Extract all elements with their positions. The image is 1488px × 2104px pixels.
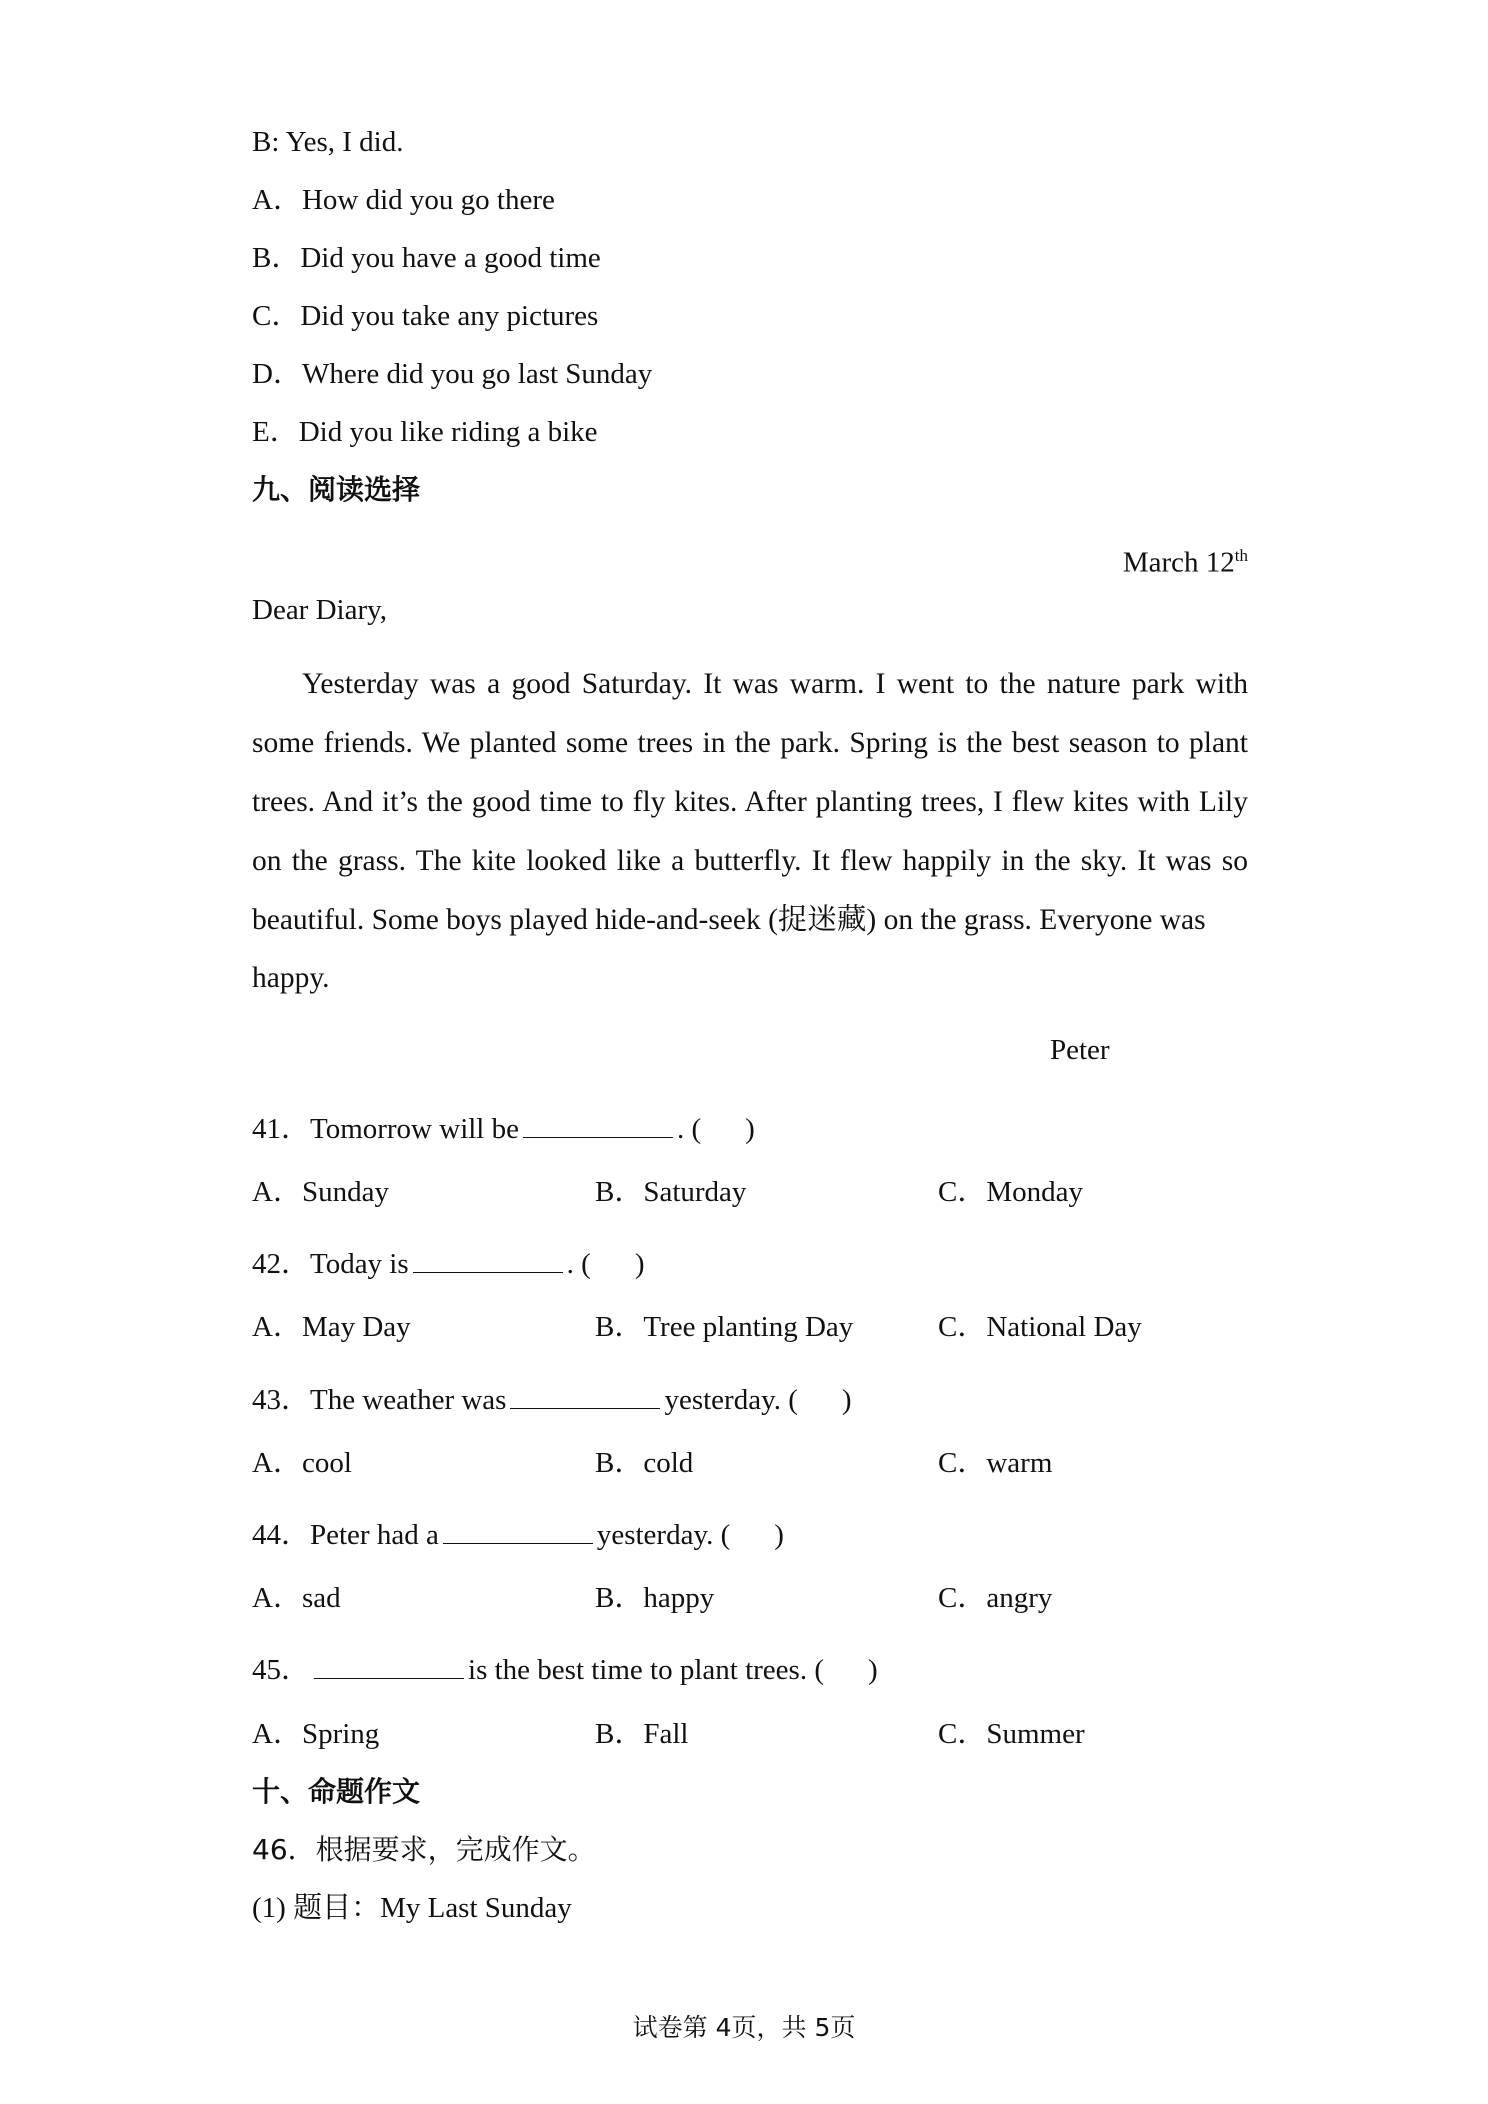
question-42-close: ) [634, 1248, 645, 1280]
diary-date-main: March 12 [1122, 546, 1235, 579]
q43-option-a: A．cool [252, 1447, 352, 1479]
question-42-text: 42．Today is [252, 1248, 409, 1280]
answer-blank[interactable] [413, 1246, 563, 1273]
q43-option-b: B．cold [595, 1447, 694, 1479]
q44-option-a: A．sad [252, 1582, 341, 1614]
option-e: E．Did you like riding a bike [252, 416, 598, 448]
q45-option-b: B．Fall [595, 1718, 689, 1750]
diary-date-sup: th [1234, 546, 1248, 565]
question-45-close: ) [868, 1654, 878, 1686]
question-44 [252, 1515, 784, 1555]
q45-option-a: A．Spring [252, 1718, 380, 1750]
question-43-text: 43．The weather was [252, 1384, 507, 1416]
option-a: A．How did you go there [252, 184, 555, 216]
question-43 [252, 1380, 852, 1420]
question-42-post: . ( [566, 1248, 591, 1280]
section9-heading: 九、阅读选择 [252, 473, 421, 506]
option-b: B．Did you have a good time [252, 242, 601, 274]
q45-option-c: C．Summer [938, 1718, 1085, 1750]
question-46: 46．根据要求，完成作文。 [252, 1833, 596, 1866]
question-44-post: yesterday. ( [596, 1519, 731, 1551]
q41-option-a: A．Sunday [252, 1176, 389, 1208]
option-c: C．Did you take any pictures [252, 300, 599, 332]
section10-heading: 十、命题作文 [252, 1775, 421, 1808]
question-43-post: yesterday. ( [664, 1384, 798, 1416]
q43-option-c: C．warm [938, 1447, 1053, 1479]
page-footer: 试卷第 4页，共 5页 [632, 2013, 856, 2042]
diary-date [1123, 536, 1248, 583]
answer-blank[interactable] [443, 1517, 593, 1544]
option-d: D．Where did you go last Sunday [252, 358, 653, 390]
q41-option-b: B．Saturday [595, 1176, 747, 1208]
q42-option-a: A．May Day [252, 1311, 411, 1343]
q42-option-c: C．National Day [938, 1311, 1142, 1343]
diary-salutation: Dear Diary, [252, 594, 387, 626]
question-41 [252, 1109, 755, 1149]
answer-blank[interactable] [314, 1652, 464, 1679]
essay-title-line: (1) 题目：My Last Sunday [252, 1892, 572, 1924]
question-45-text: 45． [252, 1654, 311, 1686]
dialogue-reply: B: Yes, I did. [252, 126, 404, 158]
q42-option-b: B．Tree planting Day [595, 1311, 854, 1343]
question-41-post: . ( [677, 1113, 702, 1145]
question-42 [252, 1244, 645, 1284]
q44-option-c: C．angry [938, 1582, 1053, 1614]
question-41-text: 41．Tomorrow will be [252, 1113, 519, 1145]
question-44-text: 44．Peter had a [252, 1519, 439, 1551]
question-44-close: ) [774, 1519, 784, 1551]
question-43-close: ) [841, 1384, 852, 1416]
question-45-post: is the best time to plant trees. ( [468, 1654, 824, 1686]
diary-passage-end: happy. [252, 962, 330, 994]
q41-option-c: C．Monday [938, 1176, 1084, 1208]
question-45 [252, 1650, 878, 1690]
answer-blank[interactable] [523, 1111, 673, 1138]
diary-passage: Yesterday was a good Saturday. It was warm. I went to the nature park with some friends. We planted some trees in the park. Spring is the best season to plant trees. And it’s the good time to fly kites. After planting trees, I flew kites with Lily on the grass. The kite looked like a butterfly. It flew happily in the sky. It was so beautiful. Some boys played hide-and-seek (捉迷藏) on the grass. Everyone was [252, 668, 1248, 936]
q44-option-b: B．happy [595, 1582, 715, 1614]
question-41-close: ) [745, 1113, 755, 1145]
answer-blank[interactable] [510, 1382, 660, 1409]
diary-signature: Peter [1050, 1034, 1110, 1066]
